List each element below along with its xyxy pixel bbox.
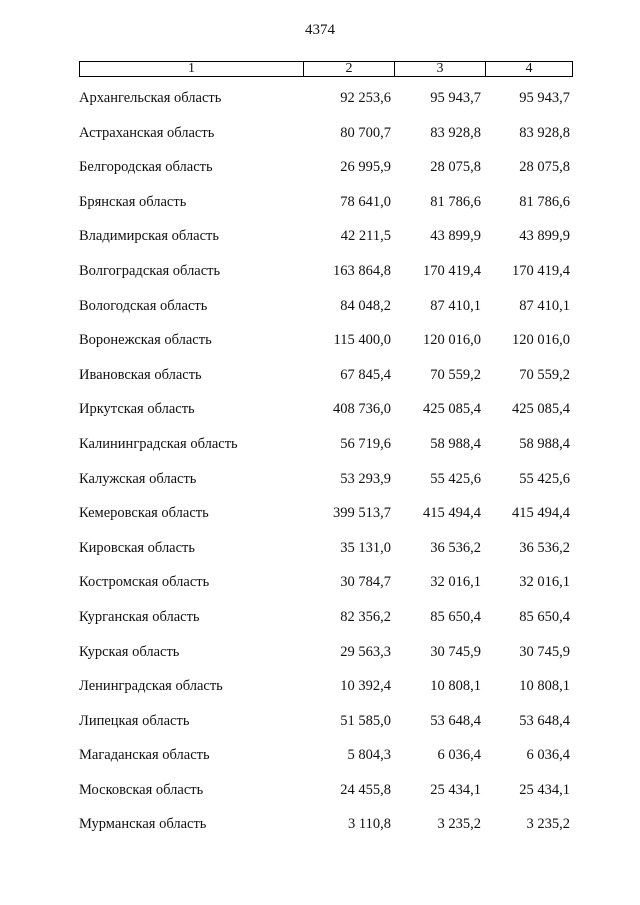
value-col-3: 32 016,1 [430, 574, 481, 591]
value-col-3: 43 899,9 [430, 228, 481, 245]
value-col-2: 78 641,0 [340, 193, 391, 210]
region-name: Калининградская область [79, 435, 238, 452]
value-col-2: 80 700,7 [340, 124, 391, 141]
region-name: Архангельская область [79, 90, 222, 106]
table-row [0, 609, 640, 644]
region-name: Астраханская область [79, 124, 215, 141]
region-name: Магаданская область [79, 747, 210, 764]
value-col-4: 30 745,9 [519, 643, 570, 660]
value-col-4: 28 075,8 [519, 159, 570, 176]
page-number: 4374 [305, 22, 335, 38]
value-col-4: 95 943,7 [519, 90, 570, 106]
region-name: Воронежская область [79, 332, 212, 349]
value-col-2: 53 293,9 [340, 470, 391, 487]
value-col-2: 42 211,5 [340, 228, 391, 245]
value-col-3: 55 425,6 [430, 470, 481, 487]
value-col-2: 26 995,9 [340, 159, 391, 176]
region-name: Кемеровская область [79, 505, 209, 522]
table-row [0, 782, 640, 817]
region-name: Мурманская область [79, 816, 207, 833]
table-row [0, 678, 640, 713]
header-col-3: 3 [395, 62, 486, 76]
table-row [0, 574, 640, 609]
table-row [0, 263, 640, 298]
value-col-4: 87 410,1 [519, 297, 570, 314]
value-col-3: 425 085,4 [423, 401, 481, 418]
value-col-2: 10 392,4 [340, 678, 391, 695]
region-name: Иркутская область [79, 401, 195, 418]
value-col-4: 25 434,1 [519, 781, 570, 798]
table-row [0, 644, 640, 679]
table-row [0, 540, 640, 575]
table-row [0, 159, 640, 194]
region-name: Вологодская область [79, 297, 208, 314]
value-col-4: 32 016,1 [519, 574, 570, 591]
value-col-3: 30 745,9 [430, 643, 481, 660]
header-col-1: 1 [80, 62, 304, 76]
region-name: Кировская область [79, 539, 196, 556]
table-row [0, 125, 640, 160]
value-col-4: 36 536,2 [519, 539, 570, 556]
value-col-4: 6 036,4 [526, 747, 570, 764]
value-col-3: 58 988,4 [430, 435, 481, 452]
table-row [0, 194, 640, 229]
region-name: Курская область [79, 643, 180, 660]
value-col-3: 85 650,4 [430, 608, 481, 625]
value-col-2: 29 563,3 [340, 643, 391, 660]
header-col-4: 4 [525, 61, 533, 76]
region-name: Брянская область [79, 193, 187, 210]
value-col-2: 35 131,0 [340, 539, 391, 556]
value-col-4: 415 494,4 [512, 505, 570, 522]
value-col-3: 83 928,8 [430, 124, 481, 141]
value-col-4: 10 808,1 [519, 678, 570, 695]
value-col-3: 170 419,4 [423, 262, 481, 279]
value-col-3: 25 434,1 [430, 781, 481, 798]
value-col-3: 120 016,0 [423, 332, 481, 349]
value-col-3: 36 536,2 [430, 539, 481, 556]
region-name: Владимирская область [79, 228, 219, 245]
table-row [0, 298, 640, 333]
region-name: Курганская область [79, 608, 200, 625]
value-col-4: 58 988,4 [519, 435, 570, 452]
value-col-3: 3 235,2 [437, 816, 481, 833]
value-col-2: 84 048,2 [340, 297, 391, 314]
value-col-3: 415 494,4 [423, 505, 481, 522]
value-col-2: 163 864,8 [333, 262, 391, 279]
value-col-2: 399 513,7 [333, 505, 391, 522]
value-col-2: 67 845,4 [340, 366, 391, 383]
value-col-3: 28 075,8 [430, 159, 481, 176]
value-col-4: 70 559,2 [519, 366, 570, 383]
value-col-2: 24 455,8 [340, 781, 391, 798]
table-row [0, 747, 640, 782]
value-col-3: 10 808,1 [430, 678, 481, 695]
header-col-2: 2 [304, 62, 395, 76]
table-body [0, 90, 640, 851]
region-name: Липецкая область [79, 712, 190, 729]
table-row [0, 367, 640, 402]
region-name: Волгоградская область [79, 262, 221, 279]
value-col-2: 115 400,0 [333, 332, 391, 349]
value-col-4: 120 016,0 [512, 332, 570, 349]
value-col-2: 5 804,3 [347, 747, 391, 764]
value-col-2: 408 736,0 [333, 401, 391, 418]
value-col-3: 87 410,1 [430, 297, 481, 314]
value-col-2: 56 719,6 [340, 435, 391, 452]
value-col-4: 81 786,6 [519, 193, 570, 210]
value-col-4: 43 899,9 [519, 228, 570, 245]
region-name: Костромская область [79, 574, 210, 591]
value-col-4: 85 650,4 [519, 608, 570, 625]
value-col-3: 81 786,6 [430, 193, 481, 210]
value-col-4: 170 419,4 [512, 262, 570, 279]
table-row [0, 816, 640, 851]
table-row [0, 505, 640, 540]
value-col-3: 70 559,2 [430, 366, 481, 383]
table-row [0, 332, 640, 367]
value-col-3: 6 036,4 [437, 747, 481, 764]
region-name: Ленинградская область [79, 678, 223, 695]
value-col-3: 95 943,7 [430, 90, 481, 106]
value-col-2: 30 784,7 [340, 574, 391, 591]
table-header [79, 61, 573, 77]
table-row [0, 228, 640, 263]
value-col-4: 3 235,2 [526, 816, 570, 833]
value-col-4: 55 425,6 [519, 470, 570, 487]
value-col-4: 83 928,8 [519, 124, 570, 141]
table-row [0, 90, 640, 125]
region-name: Калужская область [79, 470, 197, 487]
value-col-2: 92 253,6 [340, 90, 391, 106]
value-col-2: 3 110,8 [348, 816, 391, 833]
table-row [0, 401, 640, 436]
value-col-3: 53 648,4 [430, 712, 481, 729]
table-row [0, 713, 640, 748]
value-col-4: 53 648,4 [519, 712, 570, 729]
table-row [0, 471, 640, 506]
region-name: Ивановская область [79, 366, 202, 383]
value-col-4: 425 085,4 [512, 401, 570, 418]
table-row [0, 436, 640, 471]
value-col-2: 51 585,0 [340, 712, 391, 729]
region-name: Белгородская область [79, 159, 213, 176]
value-col-2: 82 356,2 [340, 608, 391, 625]
region-name: Московская область [79, 781, 204, 798]
